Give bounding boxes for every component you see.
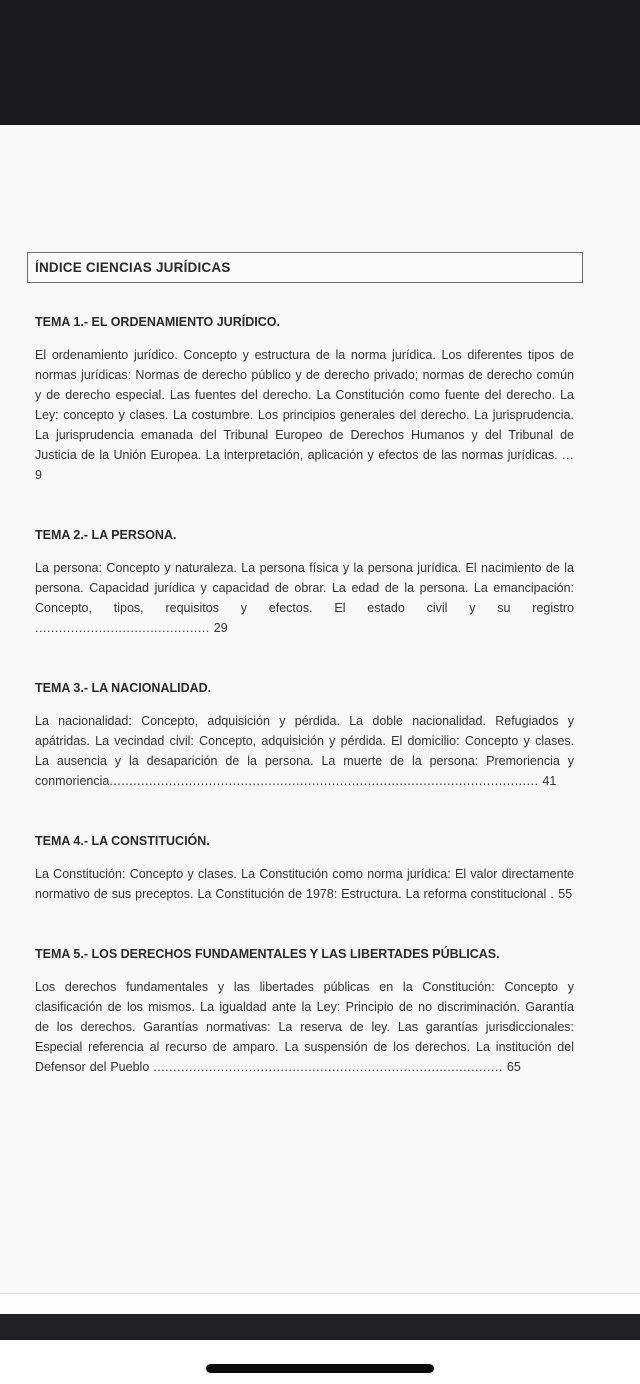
dot-leader: ........................................................................................: [153, 1060, 503, 1074]
toc-section-body: [35, 977, 574, 1077]
table-of-contents: [35, 312, 574, 1077]
toc-section-body: [35, 345, 574, 485]
toc-section-body: [35, 864, 574, 904]
toc-section-tema-5: [35, 944, 574, 1077]
home-indicator-area: [0, 1340, 640, 1384]
toc-section-tema-4: [35, 831, 574, 904]
page-title: ÍNDICE CIENCIAS JURÍDICAS: [35, 260, 231, 275]
dot-leader: .: [550, 887, 555, 901]
viewer-bottom-divider: [0, 1293, 640, 1314]
toc-page-number: 55: [558, 887, 573, 901]
toc-section-tema-2: [35, 525, 574, 638]
toc-section-heading: TEMA 5.- LOS DERECHOS FUNDAMENTALES Y LAS LIBERTADES PÚBLICAS.: [35, 947, 500, 961]
toc-section-body: [35, 711, 574, 791]
bottom-black-bar: [0, 1314, 640, 1340]
toc-section-description: La Constitución: Concepto y clases. La Constitución como norma jurídica: El valor directamente normativo de sus preceptos. La Constitución de 1978: Estructura. La reforma constitucional: [35, 867, 574, 901]
toc-page-number: 65: [506, 1060, 521, 1074]
dot-leader: ...: [562, 448, 574, 462]
toc-section-heading: TEMA 4.- LA CONSTITUCIÓN.: [35, 834, 210, 848]
toc-page-number: 29: [213, 621, 228, 635]
toc-section-description: El ordenamiento jurídico. Concepto y estructura de la norma jurídica. Los diferentes tipos de normas jurídicas: Normas de derecho público y de derecho privado; normas de derecho común y de derecho especial. Las fuentes del derecho. La Constitución como fuente del derecho. La Ley: concepto y clases. La costumbre. Los principios generales del derecho. La jurisprudencia. La jurisprudencia emanada del Tribunal Europeo de Derechos Humanos y del Tribunal de Justicia de la Unión Europea. La interpretación, aplicación y efectos de las normas jurídicas.: [35, 348, 574, 462]
toc-page-number: 41: [542, 774, 557, 788]
document-title-box: [27, 252, 583, 283]
document-viewer[interactable]: [0, 125, 640, 1293]
dot-leader: ............................................: [35, 621, 210, 635]
document-page: [0, 125, 640, 1077]
toc-section-heading: TEMA 2.- LA PERSONA.: [35, 528, 177, 542]
toc-section-tema-3: [35, 678, 574, 791]
toc-page-number: 9: [35, 468, 42, 482]
toc-section-description: La nacionalidad: Concepto, adquisición y pérdida. La doble nacionalidad. Refugiados y apátridas. La vecindad civil: Concepto, adquisición y pérdida. El domicilio: Concepto y clases. La ausencia y la desaparición de la persona. La muerte de la persona: Premoriencia y conmoriencia: [35, 714, 574, 788]
home-indicator[interactable]: [206, 1364, 434, 1373]
toc-section-heading: TEMA 3.- LA NACIONALIDAD.: [35, 681, 212, 695]
top-black-bar: [0, 0, 640, 125]
toc-section-tema-1: [35, 312, 574, 485]
toc-section-body: [35, 558, 574, 638]
dot-leader: ............................................................................................................: [109, 774, 539, 788]
toc-section-description: Los derechos fundamentales y las libertades públicas en la Constitución: Concepto y clasificación de los mismos. La igualdad ante la Ley: Principio de no discriminación. Garantía de los derechos. Garantías normativas: La reserva de ley. Las garantías jurisdiccionales: Especial referencia al recurso de amparo. La suspensión de los derechos. La institución del Defensor del Pueblo: [35, 980, 574, 1074]
toc-section-description: La persona: Concepto y naturaleza. La persona física y la persona jurídica. El nacimiento de la persona. Capacidad jurídica y capacidad de obrar. La edad de la persona. La emancipación: Concepto, tipos, requisitos y efectos. El estado civil y su registro: [35, 561, 574, 615]
toc-section-heading: TEMA 1.- EL ORDENAMIENTO JURÍDICO.: [35, 315, 280, 329]
